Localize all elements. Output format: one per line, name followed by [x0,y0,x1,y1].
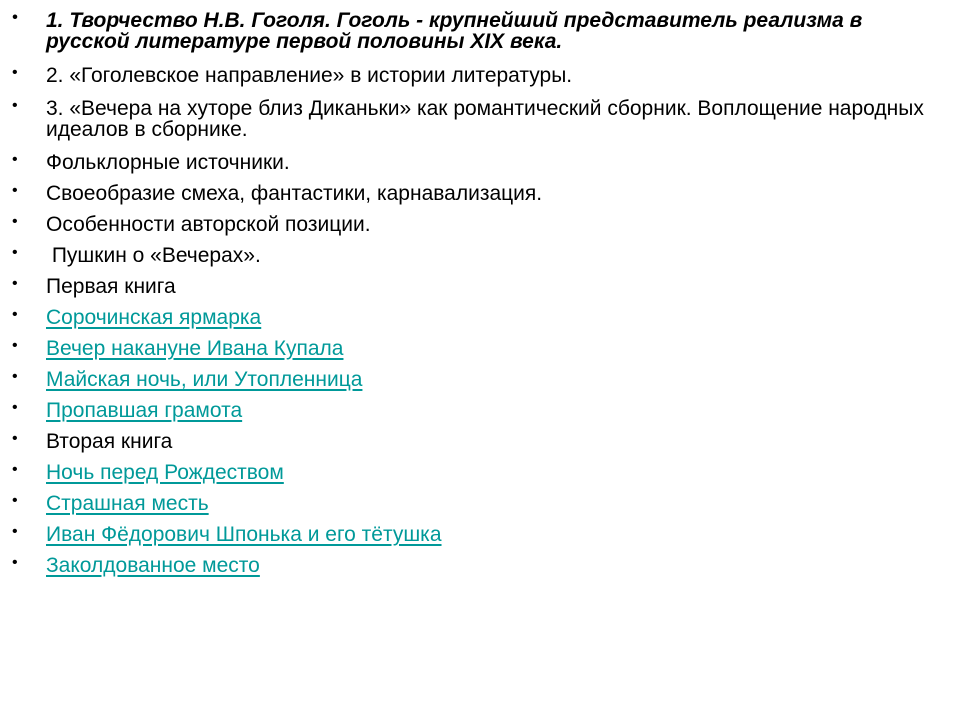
bullet-icon: • [12,492,18,509]
bullet-icon: • [12,523,18,540]
bullet-icon: • [12,182,18,199]
bullet-icon: • [12,9,18,26]
bullet-icon: • [12,275,18,292]
list-item [12,523,926,546]
bullet-icon: • [12,97,18,114]
list-item-book-one [12,275,926,298]
bullet-icon: • [12,213,18,230]
list-item [12,368,926,391]
bullet-icon: • [12,306,18,323]
list-item-heading [12,9,926,53]
list-item [12,244,926,267]
link-vecher-nakanune-ivana-kupala[interactable]: Вечер накануне Ивана Купала [46,337,344,360]
list-item [12,64,926,87]
item-text: 3. «Вечера на хуторе близ Диканьки» как романтический сборник. Воплощение народных идеалов в сборнике. [46,97,924,141]
bullet-icon: • [12,368,18,385]
list-item [12,151,926,174]
bullet-icon: • [12,554,18,571]
bullet-icon: • [12,399,18,416]
bullet-icon: • [12,244,18,261]
list-item [12,554,926,577]
link-ivan-fedorovich-shponka[interactable]: Иван Фёдорович Шпонька и его тётушка [46,523,442,546]
list-item-book-two [12,430,926,453]
link-mayskaya-noch[interactable]: Майская ночь, или Утопленница [46,368,363,391]
list-item [12,337,926,360]
list-item [12,213,926,236]
item-text: Пушкин о «Вечерах». [46,244,261,267]
bullet-icon: • [12,430,18,447]
list-item [12,306,926,329]
bullet-icon: • [12,151,18,168]
list-item [12,182,926,205]
heading-text: 1. Творчество Н.В. Гоголя. Гоголь - крупнейший представитель реализма в русской литературе первой половины XIX века. [46,9,863,53]
item-text: 2. «Гоголевское направление» в истории литературы. [46,64,573,87]
link-zakoldovannoe-mesto[interactable]: Заколдованное место [46,554,260,577]
item-text: Первая книга [46,275,176,298]
link-strashnaya-mest[interactable]: Страшная месть [46,492,209,515]
list-item [12,492,926,515]
bullet-icon: • [12,64,18,81]
item-text: Фольклорные источники. [46,151,290,174]
item-text: Особенности авторской позиции. [46,213,371,236]
link-noch-pered-rozhdestvom[interactable]: Ночь перед Рождеством [46,461,284,484]
list-item [12,461,926,484]
item-text: Своеобразие смеха, фантастики, карнавализация. [46,182,543,205]
bullet-icon: • [12,461,18,478]
list-item [12,399,926,422]
link-propavshaya-gramota[interactable]: Пропавшая грамота [46,399,243,422]
bullet-icon: • [12,337,18,354]
link-sorochinskaya-yarmarka[interactable]: Сорочинская ярмарка [46,306,262,329]
item-text: Вторая книга [46,430,173,453]
list-item [12,97,926,141]
